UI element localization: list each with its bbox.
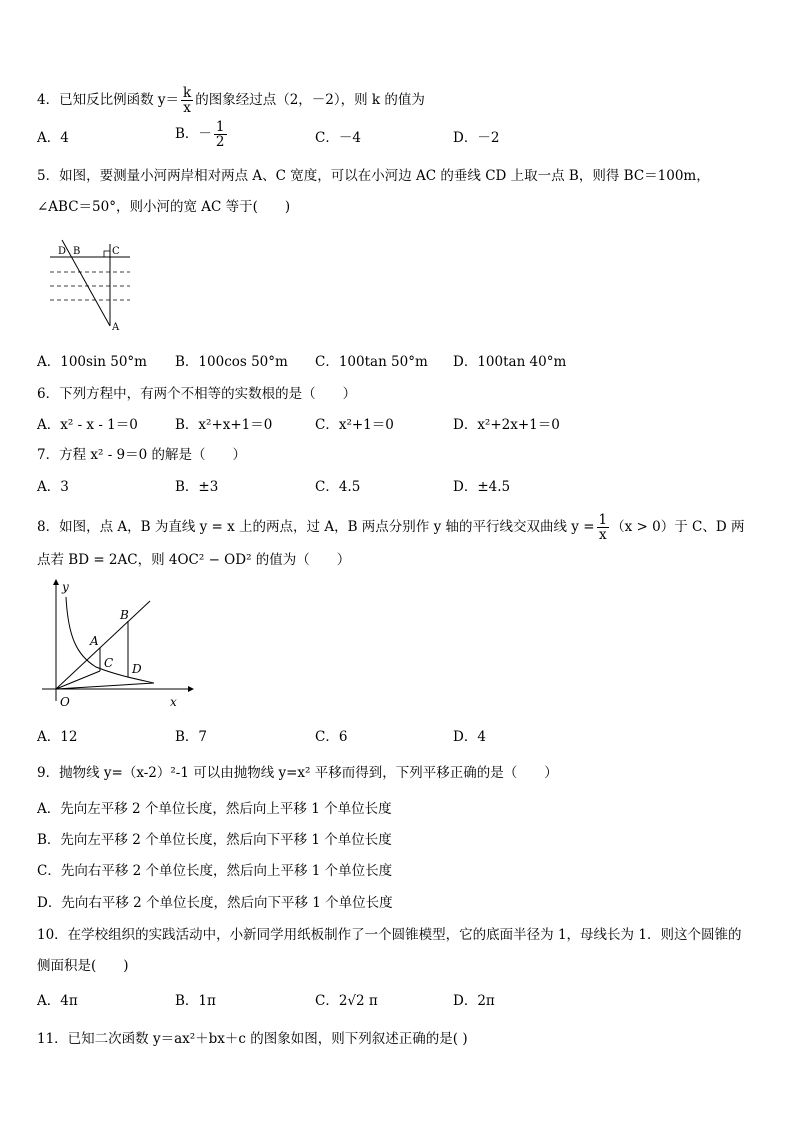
q8-hyperbola-figure: [36, 575, 196, 715]
q5-label-c: C: [112, 246, 120, 257]
q8-y-arrow: [53, 579, 59, 585]
q10-stem-line1: 10．在学校组织的实践活动中，小新同学用纸板制作了一个圆锥模型，它的底面半径为 1，母线长为 1．则这个圆锥的: [37, 927, 742, 943]
q10-option-b: B．1π: [175, 993, 216, 1009]
q4-option-a: A．4: [37, 130, 69, 146]
q5-label-a: A: [112, 322, 120, 333]
q7-options: [37, 477, 757, 497]
q7-option-a: A．3: [37, 479, 69, 495]
q4-option-b-num: 1: [215, 119, 225, 135]
q9-option-a: A．先向左平移 2 个单位长度，然后向上平移 1 个单位长度: [37, 801, 392, 817]
q6-option-d: D．x²+2x+1＝0: [453, 417, 560, 433]
q5-right-angle: [104, 251, 110, 257]
q5-label-d: D: [58, 246, 67, 257]
q7-option-d: D．±4.5: [453, 479, 511, 495]
q10-option-c: C．2√2 π: [315, 993, 378, 1009]
q8-frac-den: x: [599, 527, 607, 543]
q5-option-d: D．100tan 40°m: [453, 354, 567, 370]
q5-options: [37, 352, 757, 372]
q8-fraction: [597, 513, 610, 542]
q5-option-c: C．100tan 50°m: [315, 354, 428, 370]
q8-line-od: [56, 683, 154, 689]
q4-stem: [37, 86, 425, 115]
q6-options: [37, 415, 757, 435]
q4-option-b: [175, 120, 229, 149]
q8-label-b: B: [120, 608, 129, 622]
q7-option-b: B．±3: [175, 479, 219, 495]
q8-stem-b: （x > 0）于 C、D 两: [611, 519, 745, 535]
q5-stem-line1: 5．如图，要测量小河两岸相对两点 A、C 宽度，可以在小河边 AC 的垂线 CD 上取一点 B，则得 BC＝100m，: [37, 168, 710, 184]
q6-option-c: C．x²+1＝0: [315, 417, 394, 433]
q5-option-b: B．100cos 50°m: [175, 354, 288, 370]
q10-option-a: A．4π: [37, 993, 78, 1009]
q8-label-y: y: [62, 580, 69, 594]
q10-options: [37, 991, 757, 1011]
q7-stem: 7．方程 x² - 9＝0 的解是（ ）: [37, 447, 247, 463]
q4-stem-a: 4．已知反比例函数 y＝: [37, 92, 180, 108]
q9-option-b: B．先向左平移 2 个单位长度，然后向下平移 1 个单位长度: [37, 832, 392, 848]
q5-line-ab: [62, 240, 110, 326]
q9-option-c: C．先向右平移 2 个单位长度，然后向上平移 1 个单位长度: [37, 863, 393, 879]
q8-option-b: B．7: [175, 729, 208, 745]
q8-stem-line2: 点若 BD = 2AC，则 4OC² − OD² 的值为（ ）: [37, 552, 351, 568]
q8-stem-line1: [37, 513, 744, 542]
q8-label-a: A: [90, 634, 99, 648]
q4-frac-den: x: [183, 100, 191, 116]
q8-label-o: O: [60, 695, 70, 709]
q10-stem-line2: 侧面积是( ): [37, 958, 129, 974]
q8-option-d: D．4: [453, 729, 486, 745]
q7-option-c: C．4.5: [315, 479, 361, 495]
q11-stem: 11．已知二次函数 y＝ax²＋bx＋c 的图象如图，则下列叙述正确的是( ): [37, 1031, 468, 1047]
q8-label-d: D: [132, 662, 142, 676]
q8-x-arrow: [188, 686, 194, 692]
q6-option-b: B．x²+x+1＝0: [175, 417, 273, 433]
q4-option-c: C．－4: [315, 130, 361, 146]
q4-options: [37, 119, 757, 150]
q4-frac-num: k: [183, 85, 192, 101]
q8-options: [37, 727, 757, 747]
q10-option-d: D．2π: [453, 993, 495, 1009]
q5-stem-line2: ∠ABC＝50°，则小河的宽 AC 等于( ): [37, 199, 291, 215]
q8-label-c: C: [104, 656, 114, 670]
q8-frac-num: 1: [598, 512, 608, 528]
q6-stem: 6．下列方程中，有两个不相等的实数根的是（ ）: [37, 386, 357, 402]
q4-option-b-fraction: [214, 120, 227, 149]
q4-option-b-prefix: B．－: [175, 126, 212, 142]
q6-option-a: A．x² - x - 1＝0: [37, 417, 138, 433]
q5-option-a: A．100sin 50°m: [37, 354, 147, 370]
q4-fraction: [181, 86, 193, 115]
q9-stem: 9．抛物线 y=（x-2）²-1 可以由抛物线 y=x² 平移而得到，下列平移正确的是（ ）: [37, 765, 558, 781]
q8-stem-a: 8．如图，点 A，B 为直线 y = x 上的两点，过 A，B 两点分别作 y 轴的平行线交双曲线 y =: [37, 519, 595, 535]
q8-option-c: C．6: [315, 729, 348, 745]
q4-stem-b: 的图象经过点（2，－2），则 k 的值为: [195, 92, 425, 108]
q4-option-d: D．－2: [453, 130, 500, 146]
q5-river-figure: [40, 232, 140, 334]
q9-option-d: D．先向右平移 2 个单位长度，然后向下平移 1 个单位长度: [37, 895, 393, 911]
q4-option-b-den: 2: [215, 134, 225, 150]
q5-label-b: B: [73, 246, 81, 257]
q8-label-x: x: [170, 695, 177, 709]
q8-option-a: A．12: [37, 729, 78, 745]
